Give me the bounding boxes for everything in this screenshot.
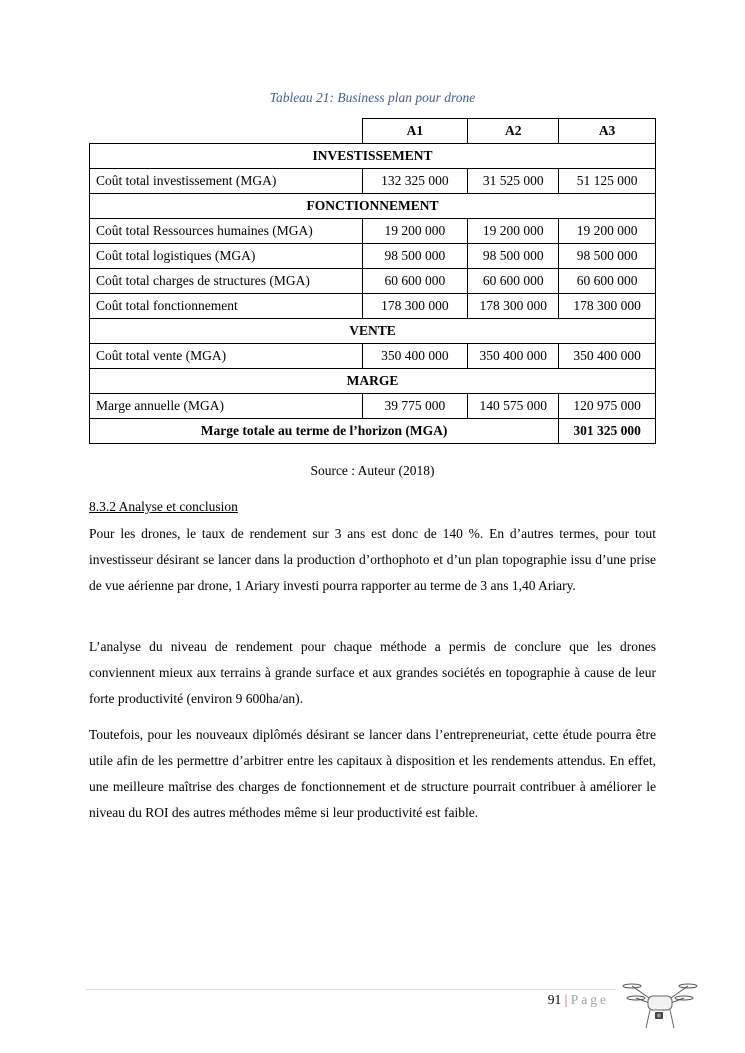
section-marge: MARGE xyxy=(90,369,656,394)
section-vente: VENTE xyxy=(90,319,656,344)
cell-a1: 132 325 000 xyxy=(362,169,468,194)
cell-a2: 140 575 000 xyxy=(468,394,559,419)
page-separator: | xyxy=(564,992,568,1007)
cell-a1: 19 200 000 xyxy=(362,219,468,244)
table-row xyxy=(90,169,656,194)
footer-divider xyxy=(86,989,616,990)
cell-a1: 350 400 000 xyxy=(362,344,468,369)
header-blank-cell xyxy=(90,119,363,144)
cell-a3: 178 300 000 xyxy=(559,294,656,319)
column-header: A2 xyxy=(468,119,559,144)
total-label: Marge totale au terme de l’horizon (MGA) xyxy=(90,419,559,444)
section-investissement: INVESTISSEMENT xyxy=(90,144,656,169)
page-number-value: 91 xyxy=(547,992,562,1007)
row-label: Coût total logistiques (MGA) xyxy=(90,244,363,269)
table-row xyxy=(90,394,656,419)
cell-a2: 19 200 000 xyxy=(468,219,559,244)
section-row xyxy=(90,194,656,219)
table-row xyxy=(90,244,656,269)
row-label: Coût total fonctionnement xyxy=(90,294,363,319)
section-row xyxy=(90,319,656,344)
cell-a1: 178 300 000 xyxy=(362,294,468,319)
table-source: Source : Auteur (2018) xyxy=(310,463,435,478)
cell-a3: 60 600 000 xyxy=(559,269,656,294)
cell-a2: 350 400 000 xyxy=(468,344,559,369)
table-row xyxy=(90,294,656,319)
table-caption: Tableau 21: Business plan pour drone xyxy=(269,90,476,105)
row-label: Coût total charges de structures (MGA) xyxy=(90,269,363,294)
cell-a3: 120 975 000 xyxy=(559,394,656,419)
column-header: A3 xyxy=(559,119,656,144)
paragraph-rendement: Pour les drones, le taux de rendement sur 3 ans est donc de 140 %. En d’autres termes, pour tout investisseur désirant se lancer dans la production d’orthophoto et d’un plan topographie issu d’une prise de vue aérienne par drone, 1 Ariary investi pourra rapporter au terme de 3 ans 1,40 Ariary. xyxy=(89,526,656,593)
cell-a3: 350 400 000 xyxy=(559,344,656,369)
section-row xyxy=(90,369,656,394)
business-plan-table xyxy=(89,118,656,444)
cell-a1: 39 775 000 xyxy=(362,394,468,419)
paragraph-analyse: L’analyse du niveau de rendement pour chaque méthode a permis de conclure que les drones conviennent mieux aux terrains à grande surface et aux grandes sociétés en topographie à cause de leur forte productivité (environ 9 600ha/an). xyxy=(89,639,656,706)
paragraph-toutefois: Toutefois, pour les nouveaux diplômés désirant se lancer dans l’entrepreneuriat, cette étude pourra être utile afin de les permettre d’arbitrer entre les capitaux à disposition et les rendements attendus. En effet, une meilleure maîtrise des charges de fonctionnement et de structure pourrait contribuer à améliorer le niveau du ROI des autres méthodes même si leur productivité est faible. xyxy=(89,727,656,820)
page-word: Page xyxy=(570,992,609,1007)
cell-a2: 98 500 000 xyxy=(468,244,559,269)
page-number xyxy=(548,992,609,1008)
cell-a3: 51 125 000 xyxy=(559,169,656,194)
total-row xyxy=(90,419,656,444)
row-label: Coût total vente (MGA) xyxy=(90,344,363,369)
row-label: Coût total Ressources humaines (MGA) xyxy=(90,219,363,244)
cell-a2: 31 525 000 xyxy=(468,169,559,194)
table-row xyxy=(90,344,656,369)
table-row xyxy=(90,219,656,244)
row-label: Coût total investissement (MGA) xyxy=(90,169,363,194)
cell-a1: 98 500 000 xyxy=(362,244,468,269)
drone-icon xyxy=(622,972,698,1032)
section-heading: 8.3.2 Analyse et conclusion xyxy=(89,499,238,514)
table-header-row xyxy=(90,119,656,144)
total-value: 301 325 000 xyxy=(559,419,656,444)
cell-a2: 178 300 000 xyxy=(468,294,559,319)
cell-a3: 19 200 000 xyxy=(559,219,656,244)
row-label: Marge annuelle (MGA) xyxy=(90,394,363,419)
cell-a1: 60 600 000 xyxy=(362,269,468,294)
section-row xyxy=(90,144,656,169)
table-row xyxy=(90,269,656,294)
column-header: A1 xyxy=(362,119,468,144)
section-fonctionnement: FONCTIONNEMENT xyxy=(90,194,656,219)
cell-a3: 98 500 000 xyxy=(559,244,656,269)
cell-a2: 60 600 000 xyxy=(468,269,559,294)
